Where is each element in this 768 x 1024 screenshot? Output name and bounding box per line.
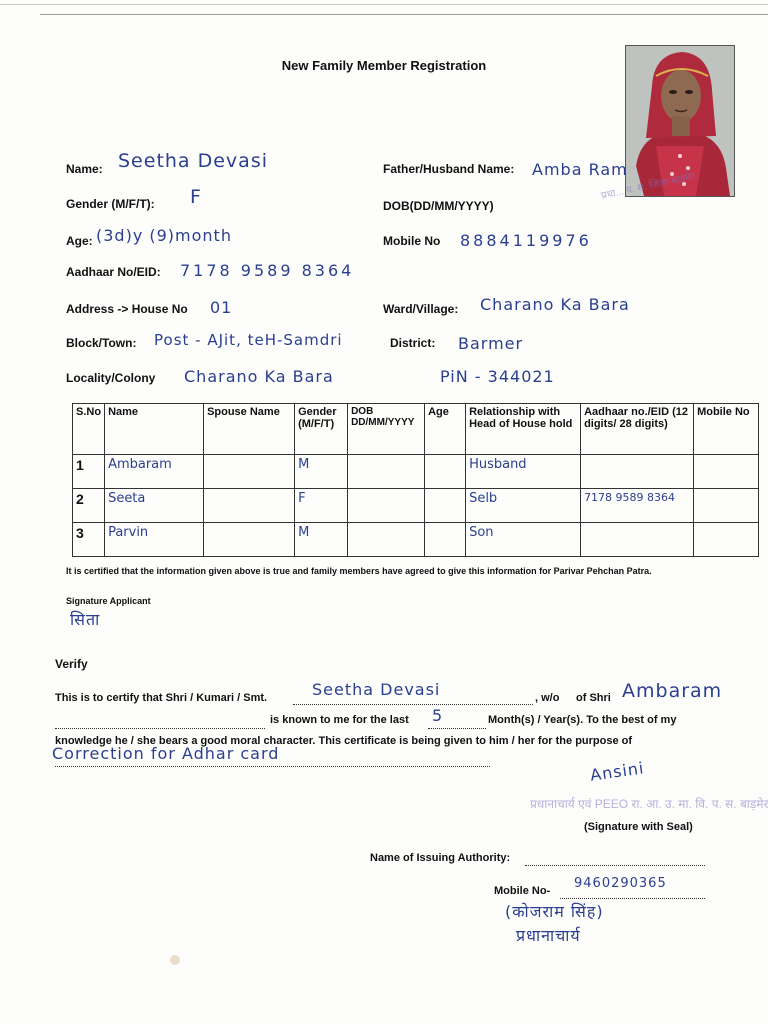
verify-line3: knowledge he / she bears a good moral character. This certificate is being given to him / her for the purpose of: [55, 735, 633, 747]
page-edge-line: [0, 4, 768, 5]
issuing-authority-dots: [525, 864, 705, 866]
pin-value: PiN - 344021: [440, 367, 555, 386]
header-mobile: Mobile No: [694, 404, 759, 455]
officer-title: प्रधानाचार्य: [516, 926, 581, 945]
age-label: Age:: [66, 234, 93, 248]
table-row: [73, 523, 759, 557]
verify-of-shri: of Shri: [576, 692, 611, 704]
row-name: Seeta: [105, 489, 204, 523]
header-relationship: Relationship with Head of House hold: [466, 404, 581, 455]
verify-father-value: Ambaram: [622, 680, 723, 702]
row-dob: [348, 489, 425, 523]
mobile-no-label: Mobile No-: [494, 885, 551, 897]
row-gender: F: [295, 489, 348, 523]
applicant-signature: सिता: [70, 610, 101, 629]
aadhaar-label: Aadhaar No/EID:: [66, 265, 161, 279]
verify-duration-value: 5: [432, 706, 444, 725]
verify-purpose-value: Correction for Adhar card: [52, 744, 280, 763]
family-members-table: [72, 403, 759, 557]
verify-line2-dots: [55, 727, 265, 729]
age-value: (3d)y (9)month: [96, 226, 232, 245]
verify-wo: , w/o: [535, 692, 560, 704]
father-label: Father/Husband Name:: [383, 162, 515, 176]
paper-stain: [170, 955, 180, 965]
row-spouse: [204, 523, 295, 557]
locality-label: Locality/Colony: [66, 371, 156, 385]
block-value: Post - AJit, teH-Samdri: [154, 331, 343, 349]
issuing-authority-label: Name of Issuing Authority:: [370, 852, 511, 864]
district-label: District:: [390, 336, 436, 350]
mobile-value: 8884119976: [460, 231, 592, 250]
row-dob: [348, 523, 425, 557]
dob-label: DOB(DD/MM/YYYY): [383, 199, 494, 213]
certification-note: It is certified that the information given above is true and family members have agreed to give this information for Parivar Pehchan Patra.: [66, 566, 652, 576]
row-age: [425, 489, 466, 523]
signature-applicant-label: Signature Applicant: [66, 596, 151, 606]
name-value: Seetha Devasi: [118, 150, 268, 172]
district-value: Barmer: [458, 334, 524, 353]
issuer-signature: Ansini: [588, 758, 646, 785]
row-mobile: [694, 455, 759, 489]
verify-heading: Verify: [55, 657, 88, 671]
aadhaar-value: 7178 9589 8364: [180, 261, 355, 280]
mobile-no-dots: [560, 897, 705, 899]
verify-purpose-dots: [55, 765, 490, 767]
row-sno: 1: [73, 455, 105, 489]
row-dob: [348, 455, 425, 489]
row-sno: 2: [73, 489, 105, 523]
header-dob: DOB DD/MM/YYYY: [348, 404, 425, 455]
seal-stamp-top: प्रधा... प. स. जिला-बाड़मेर: [600, 171, 696, 202]
mobile-no-value: 9460290365: [574, 876, 667, 891]
row-gender: M: [295, 523, 348, 557]
row-relation: Selb: [466, 489, 581, 523]
house-no-value: 01: [210, 298, 233, 317]
verify-line1-prefix: This is to certify that Shri / Kumari / Smt.: [55, 692, 268, 704]
verify-duration-dots: [428, 727, 486, 729]
header-aadhaar: Aadhaar no./EID (12 digits/ 28 digits): [581, 404, 694, 455]
ward-label: Ward/Village:: [383, 302, 459, 316]
table-row: [73, 489, 759, 523]
verify-line2-mid: is known to me for the last: [270, 714, 409, 726]
officer-name: (कोजराम सिंह): [505, 902, 604, 921]
row-relation: Husband: [466, 455, 581, 489]
verify-line2-unit: Month(s) / Year(s). To the best of my: [488, 714, 677, 726]
header-sno: S.No: [73, 404, 105, 455]
row-aadhaar: 7178 9589 8364: [581, 489, 694, 523]
seal-stamp-bottom: प्रधानाचार्य एवं PEEO रा. आ. उ. मा. वि. प. स. बाड़मेर: [530, 797, 768, 811]
header-gender: Gender (M/F/T): [295, 404, 348, 455]
header-name: Name: [105, 404, 204, 455]
row-age: [425, 523, 466, 557]
row-spouse: [204, 455, 295, 489]
row-mobile: [694, 489, 759, 523]
mobile-label: Mobile No: [383, 234, 441, 248]
row-aadhaar: [581, 455, 694, 489]
row-name: Parvin: [105, 523, 204, 557]
ward-value: Charano Ka Bara: [480, 295, 630, 314]
signature-seal-label: (Signature with Seal): [584, 821, 693, 833]
father-value: Amba Ram: [532, 160, 628, 179]
verify-name-dots: [293, 703, 533, 705]
row-spouse: [204, 489, 295, 523]
address-label: Address -> House No: [66, 302, 188, 316]
row-gender: M: [295, 455, 348, 489]
form-title: New Family Member Registration: [281, 58, 487, 73]
row-age: [425, 455, 466, 489]
table-header-row: [73, 404, 759, 455]
row-sno: 3: [73, 523, 105, 557]
gender-label: Gender (M/F/T):: [66, 197, 155, 211]
row-name: Ambaram: [105, 455, 204, 489]
page-edge-line: [40, 14, 768, 15]
verify-name-value: Seetha Devasi: [312, 680, 441, 699]
table-row: [73, 455, 759, 489]
row-relation: Son: [466, 523, 581, 557]
locality-value: Charano Ka Bara: [184, 367, 334, 386]
block-label: Block/Town:: [66, 336, 137, 350]
row-mobile: [694, 523, 759, 557]
gender-value: F: [190, 186, 202, 208]
header-age: Age: [425, 404, 466, 455]
row-aadhaar: [581, 523, 694, 557]
header-spouse: Spouse Name: [204, 404, 295, 455]
name-label: Name:: [66, 162, 103, 176]
